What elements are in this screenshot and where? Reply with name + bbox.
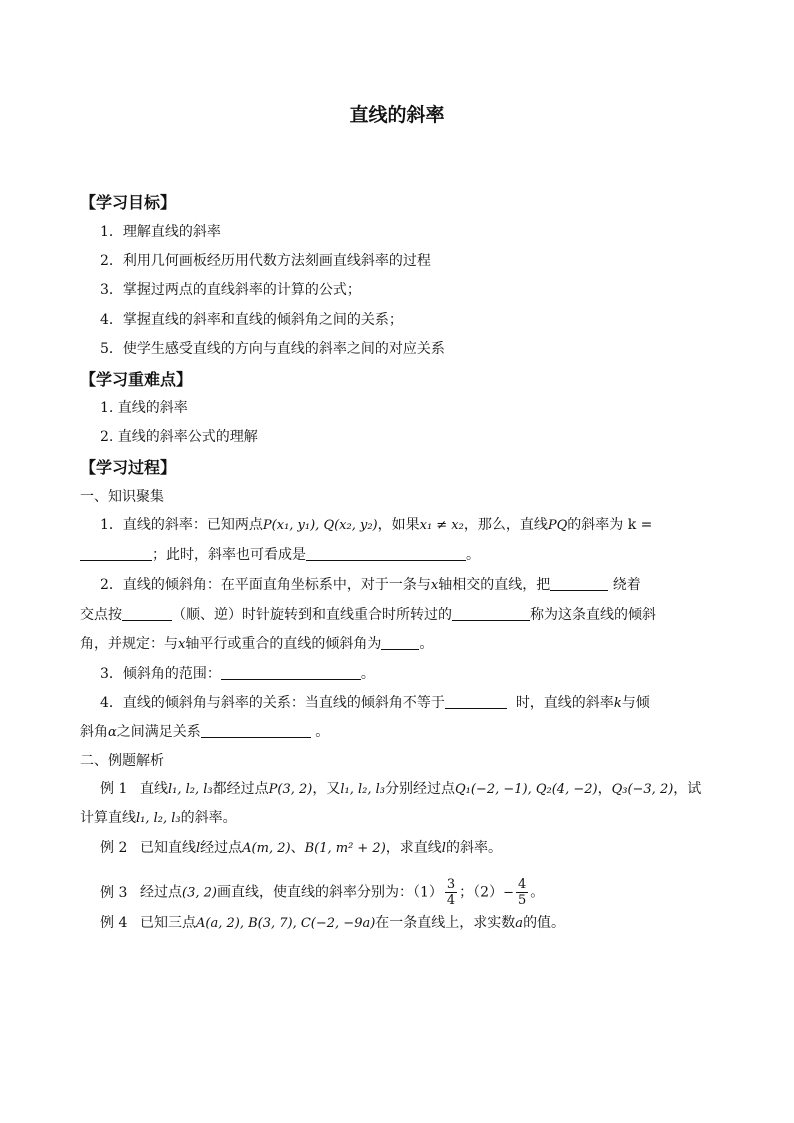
text: 4．直线的倾斜角与斜率的关系：当直线的倾斜角不等于 [100, 695, 445, 711]
text: 的斜率。 [445, 840, 502, 856]
text: ，那么，直线 [463, 517, 548, 533]
fraction-3-4 [445, 877, 457, 908]
math-l: l [441, 841, 446, 856]
text: （顺、逆）时针旋转到和直线重合时所转过的 [172, 607, 452, 623]
example-4 [100, 913, 565, 934]
math-x: x [178, 637, 186, 652]
part-heading-knowledge: 一、知识聚集 [80, 489, 164, 505]
text: 都经过点 [212, 781, 269, 797]
math-l: l [196, 841, 201, 856]
text: 斜角 [80, 724, 108, 740]
text: 。 [466, 547, 480, 563]
goal-item: 2．利用几何画板经历用代数方法刻画直线斜率的过程 [100, 253, 431, 269]
text: ， [597, 781, 612, 797]
text: ，试 [673, 781, 702, 797]
fill-blank[interactable] [201, 723, 311, 738]
text: 角，并规定：与 [80, 636, 178, 652]
knowledge-item-4 [100, 693, 650, 714]
text: ；此时，斜率也可看成是 [152, 547, 306, 563]
text: 。 [315, 724, 330, 740]
math-condition: x₁ ≠ x₂ [419, 518, 464, 533]
goal-item: 4．掌握直线的斜率和直线的倾斜角之间的关系； [100, 312, 403, 328]
fill-blank[interactable] [445, 694, 507, 709]
math-pq: PQ [547, 518, 568, 533]
fraction-denominator: 4 [446, 893, 456, 908]
example-label: 例 2 [100, 840, 128, 856]
example-1 [100, 779, 701, 800]
math-point-a: A(m, 2) [242, 841, 291, 856]
text: 称为这条直线的倾斜 [530, 607, 656, 623]
knowledge-item-1-cont [80, 545, 480, 565]
fill-blank[interactable] [80, 546, 152, 561]
fill-blank[interactable] [221, 665, 361, 680]
fill-blank[interactable] [122, 606, 172, 621]
fill-blank[interactable] [452, 606, 530, 621]
math-three-points: A(a, 2), B(3, 7), C(−2, −9a) [196, 916, 376, 931]
math-points-pq: P(x₁, y₁), Q(x₂, y₂) [262, 518, 378, 533]
text: 的斜率为 k = [567, 517, 653, 533]
text: 与倾 [621, 695, 650, 711]
math-k: k [613, 696, 622, 711]
math-x: x [430, 578, 439, 593]
fraction-numerator: 4 [517, 877, 527, 892]
example-label: 例 4 [100, 915, 128, 931]
text: 计算直线 [80, 810, 136, 826]
text: 已知三点 [140, 915, 196, 931]
text: 轴平行或重合的直线的倾斜角为 [185, 636, 382, 652]
section-heading-key-points: 【学习重难点】 [80, 370, 193, 389]
section-heading-process: 【学习过程】 [80, 458, 177, 477]
math-point: (3, 2) [182, 885, 217, 901]
text: 已知直线 [140, 840, 196, 856]
math-point-b: B(1, m² + 2) [304, 841, 386, 856]
fill-blank[interactable] [381, 635, 419, 650]
example-label: 例 1 [100, 781, 128, 797]
text: 3．倾斜角的范围： [100, 666, 221, 682]
knowledge-item-2-cont2 [80, 634, 433, 655]
key-point-item: 2. 直线的斜率公式的理解 [100, 429, 258, 445]
fraction-numerator: 3 [446, 877, 456, 892]
text: 交点按 [80, 607, 122, 623]
text: 、 [290, 840, 305, 856]
fill-blank[interactable] [306, 546, 466, 561]
text: 的斜率。 [180, 810, 237, 826]
text: 分别经过点 [384, 781, 455, 797]
text: 直线 [140, 781, 168, 797]
knowledge-item-1 [100, 515, 652, 536]
text: 之间满足关系 [116, 724, 201, 740]
math-lines: l₁, l₂, l₃ [168, 782, 213, 797]
example-3 [100, 877, 544, 908]
math-lines: l₁, l₂, l₃ [136, 811, 181, 826]
text: ，又 [312, 781, 341, 797]
text: 轴相交的直线，把 [438, 577, 551, 593]
fill-blank[interactable] [550, 576, 608, 591]
text: ，如果 [377, 517, 420, 533]
example-2 [100, 838, 502, 859]
math-point-p: P(3, 2) [268, 782, 313, 797]
text: 经过点 [200, 840, 243, 856]
math-lines: l₁, l₂, l₃ [340, 782, 385, 797]
text: 。 [530, 884, 545, 901]
text: 。 [419, 636, 434, 652]
fraction-denominator: 5 [517, 893, 527, 908]
text: 。 [360, 666, 375, 682]
math-alpha: α [108, 725, 117, 740]
math-a: a [515, 916, 524, 931]
text: 画直线，使直线的斜率分别为：（1） [216, 884, 443, 901]
fraction-4-5 [516, 877, 528, 908]
text: 在一条直线上，求实数 [375, 915, 516, 931]
goal-item: 1．理解直线的斜率 [100, 224, 221, 240]
example-label: 例 3 [100, 884, 128, 901]
page-title: 直线的斜率 [349, 104, 445, 126]
minus-sign: − [503, 885, 514, 901]
text: 的值。 [523, 915, 566, 931]
text: 时，直线的斜率 [515, 695, 614, 711]
math-point-q3: Q₃(−3, 2) [611, 782, 674, 797]
text: ，求直线 [385, 840, 442, 856]
text: 绕着 [612, 577, 641, 593]
text: 1．直线的斜率：已知两点 [100, 517, 263, 533]
key-point-item: 1. 直线的斜率 [100, 400, 188, 416]
part-heading-examples: 二、例题解析 [80, 753, 164, 769]
knowledge-item-2 [100, 575, 641, 596]
section-heading-goals: 【学习目标】 [80, 193, 177, 212]
goal-item: 3．掌握过两点的直线斜率的计算的公式； [100, 282, 361, 298]
math-points-q12: Q₁(−2, −1), Q₂(4, −2) [454, 782, 598, 797]
knowledge-item-4-cont [80, 722, 329, 743]
goal-item: 5．使学生感受直线的方向与直线的斜率之间的对应关系 [100, 341, 445, 357]
text: 2．直线的倾斜角：在平面直角坐标系中，对于一条与 [100, 577, 431, 593]
text: 经过点 [140, 884, 182, 901]
text: ；（2） [459, 884, 504, 901]
example-1-cont [80, 808, 237, 829]
knowledge-item-3 [100, 664, 375, 684]
knowledge-item-2-cont [80, 605, 656, 625]
